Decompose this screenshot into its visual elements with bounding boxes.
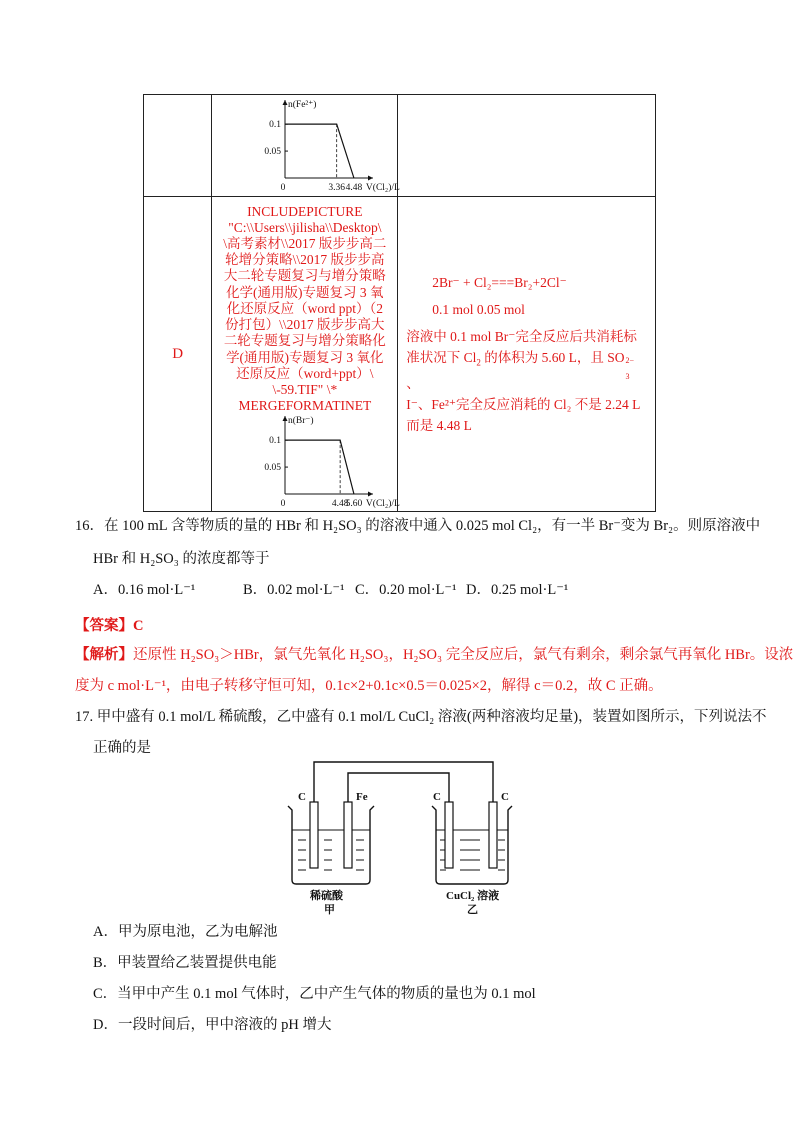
graph-curve: [285, 440, 354, 494]
q16-option-a: A．0.16 mol·L⁻¹: [93, 582, 196, 598]
label-electrode-fe: Fe: [356, 791, 368, 803]
field-line: 份打包）\\2017 版步步高大: [225, 317, 385, 333]
graph-y-tick: 0.1: [268, 436, 281, 447]
label-left-name: 甲: [324, 904, 335, 916]
x-axis-arrow-icon: [368, 175, 373, 180]
field-line: \-59.TIF" \*: [272, 381, 338, 397]
graph-x-tick: 3.36: [328, 182, 345, 193]
reaction-equation: 2Br⁻ + Cl₂===Br₂+2Cl⁻: [432, 274, 567, 290]
q17-option-a: A．甲为原电池，乙为电解池: [93, 924, 278, 940]
field-line: INCLUDEPICTURE: [247, 203, 363, 219]
explain-line-2b: 2: [476, 357, 481, 368]
includepicture-field-text: [212, 198, 397, 415]
answer-value: C: [133, 618, 144, 634]
graph-x-tick: 4.48: [345, 182, 363, 193]
graph-x-tick: 0: [280, 182, 286, 193]
beaker-jia: [288, 802, 374, 884]
q17-option-b: B．甲装置给乙装置提供电能: [93, 955, 277, 971]
row-c-explanation-cell: [398, 95, 656, 197]
label-left-solution: 稀硫酸: [310, 890, 343, 902]
graph-ylabel: n(Br⁻): [287, 416, 314, 427]
electrode-c-right-1: [445, 802, 453, 868]
options-table: [143, 94, 656, 512]
q17-option-d: D．一段时间后，甲中溶液的 pH 增大: [93, 1017, 332, 1033]
answer-tag: 【答案】: [75, 618, 133, 634]
graph-y-tick: 0.05: [264, 463, 281, 474]
field-line: 二轮专题复习与增分策略化: [223, 333, 386, 349]
row-d-letter: D: [144, 197, 212, 512]
graph-y-tick: 0.05: [264, 146, 281, 157]
q16-option-b: B．0.02 mol·L⁻¹: [243, 582, 345, 598]
explain-line-4: 而是 4.48 L: [406, 418, 472, 434]
q16-analysis-line-1: [75, 645, 793, 665]
beaker-yi: [432, 802, 512, 884]
electrode-fe: [344, 802, 352, 868]
field-line: 大二轮专题复习与增分策略: [223, 268, 386, 284]
q17-stem-line-2: 正确的是: [93, 740, 151, 756]
explain-line-2: 准状况下 $Cl_2$ 的体积为 5.60 L，且 SO 2− 3 、: [406, 349, 634, 392]
table-row-d: [144, 197, 656, 512]
graph-x-tick: 5.60: [345, 499, 363, 510]
row-d-explanation-cell: [398, 197, 656, 512]
graph-curve: [285, 124, 354, 178]
graph-x-tick: 0: [280, 499, 286, 510]
label-right-solution: CuCl₂ 溶液: [446, 890, 500, 902]
graph-y-tick: 0.1: [268, 119, 281, 130]
field-line: MERGEFORMATINET: [238, 398, 372, 414]
q17-stem-line-1: 17. 甲中盛有 0.1 mol/L 稀硫酸，乙中盛有 0.1 mol/L CuCl₂ 溶液(两种溶液均足量)，装置如图所示，下列说法不: [75, 709, 767, 725]
graph-xlabel: V(Cl₂)/L: [365, 499, 400, 510]
field-line: 化学(通用版)专题复习 3 氧: [226, 284, 384, 300]
y-axis-arrow-icon: [282, 100, 287, 105]
label-electrode-c1: C: [298, 791, 306, 803]
analysis-tag: 【解析】: [75, 647, 133, 663]
q16-option-d: D．0.25 mol·L⁻¹: [466, 582, 569, 598]
electrode-c-left: [310, 802, 318, 868]
br-graph: [235, 414, 400, 510]
explain-line-3: I⁻、Fe²⁺完全反应消耗的 Cl₂ 不是 2.24 L: [406, 397, 641, 413]
explain-line-1: 溶液中 0.1 mol Br⁻完全反应后共消耗标: [406, 328, 637, 344]
label-electrode-c3: C: [501, 791, 509, 803]
q17-option-c: C．当甲中产生 0.1 mol 气体时，乙中产生气体的物质的量也为 0.1 mol: [93, 986, 536, 1002]
table-row-c: [144, 95, 656, 197]
analysis-text-1: 还原性 H₂SO₃＞HBr，氯气先氧化 H₂SO₃，H₂SO₃ 完全反应后，氯气有剩余，剩余氯气再氧化 HBr。设浓: [133, 647, 794, 663]
y-axis-arrow-icon: [282, 416, 287, 421]
explain-line-2a: 准状况下 Cl: [406, 349, 477, 365]
reaction-amounts: 0.1 mol 0.05 mol: [432, 301, 525, 317]
field-line: 还原反应（word+ppt）\: [236, 365, 374, 381]
q16-option-c: C．0.20 mol·L⁻¹: [355, 582, 457, 598]
row-c-graph-cell: [212, 95, 398, 197]
graph-x-tick: 4.48: [331, 499, 349, 510]
q16-stem-line-2: HBr 和 H₂SO₃ 的浓度都等于: [93, 551, 270, 567]
field-line: 轮增分策略\\2017 版步步高: [225, 252, 385, 268]
row-d-explanation: [398, 272, 655, 437]
fe2-graph: [235, 98, 400, 194]
graph-ylabel: n(Fe²⁺): [287, 99, 317, 110]
field-line: \高考素材\\2017 版步步高二: [223, 236, 387, 252]
x-axis-arrow-icon: [368, 492, 373, 497]
label-right-name: 乙: [467, 904, 478, 916]
electrode-c-right-2: [489, 802, 497, 868]
field-line: 化还原反应（word ppt）（2: [226, 300, 383, 316]
q16-stem-line-1: 16．在 100 mL 含等物质的量的 HBr 和 H₂SO₃ 的溶液中通入 0.025 mol Cl₂，有一半 Br⁻变为 Br₂。则原溶液中: [75, 518, 761, 534]
row-d-graph-cell: [212, 197, 398, 512]
field-line: "C:\\Users\\jilisha\\Desktop\: [228, 219, 382, 235]
electrochemistry-apparatus: [280, 760, 530, 915]
explain-line-2d: 、: [406, 376, 420, 392]
graph-xlabel: V(Cl₂)/L: [365, 182, 400, 193]
field-line: 学(通用版)专题复习 3 氧化: [226, 349, 384, 365]
label-electrode-c2: C: [433, 791, 441, 803]
q16-analysis-line-2: 度为 c mol·L⁻¹，由电子转移守恒可知，0.1c×2+0.1c×0.5＝0.025×2，解得 c＝0.2，故 C 正确。: [75, 678, 663, 694]
row-c-letter-cell: [144, 95, 212, 197]
q16-answer: [75, 614, 143, 635]
explain-line-2c: 的体积为 5.60 L，且 SO: [480, 349, 625, 365]
